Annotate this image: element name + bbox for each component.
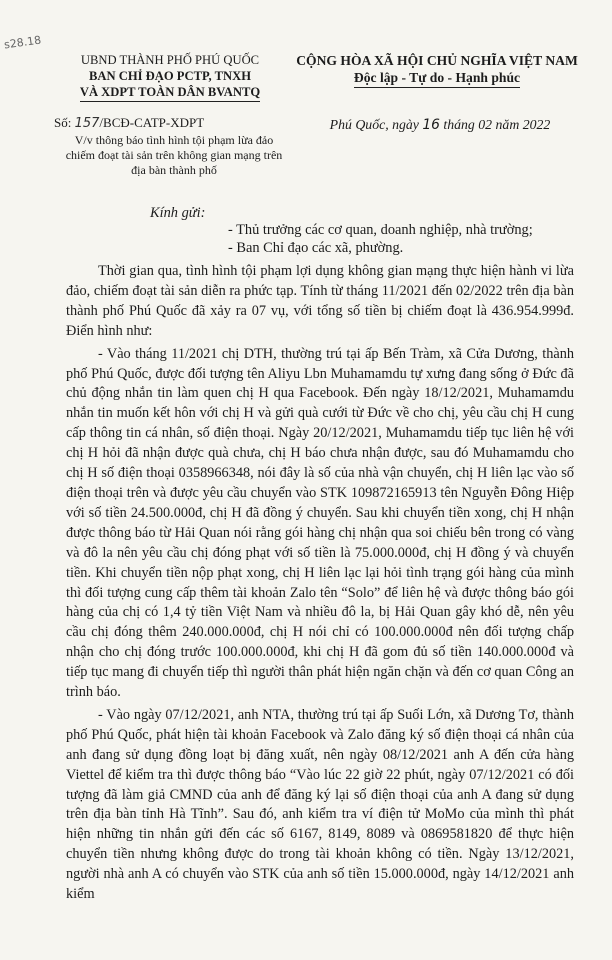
date-suffix: tháng 02 năm 2022 <box>443 117 551 132</box>
recipient-line: - Thủ trưởng các cơ quan, doanh nghiệp, nhà trường; <box>228 222 533 238</box>
recipient-line: - Ban Chỉ đạo các xã, phường. <box>228 240 404 256</box>
body-text <box>66 262 574 905</box>
agency-line-2: BAN CHỈ ĐẠO PCTP, TNXH <box>89 69 251 83</box>
date-day-handwritten: 16 <box>422 117 440 133</box>
issuing-agency-block <box>50 52 290 102</box>
body-paragraph: - Vào tháng 11/2021 chị DTH, thường trú tại ấp Bến Tràm, xã Cửa Dương, thành phố Phú Quốc, được đối tượng tên Aliyu Lbn Muhamamdu tự xưng đang sống ở Đức đã chủ động nhắn tin làm quen chị H qua Facebook. Đến ngày 18/12/2021, Muhamamdu nhắn tin muốn kết hôn với chị H và gửi quà cưới từ Đức về cho chị, yêu cầu chị H cung cấp thông tin cá nhân, số điện thoại. Ngày 20/12/2021, Muhamamdu tiếp tục liên hệ với chị H hỏi đã nhận được quà chưa, chị H báo chưa nhận được, sau đó Muhamamdu cho chị H số điện thoại 0358966348, nói đây là số của nhà vận chuyển, chị H liên lạc vào số điện thoại trên và được yêu cầu chuyển vào STK 109872165913 tên Nguyễn Đông Hiệp với số tiền 24.500.000đ, chị H đã đồng ý chuyển. Sau khi chuyển tiền xong, chị H nhận được thông báo từ Hải Quan nói rằng gói hàng chị nhận qua soi chiếu bên trong có vàng và đô la nên yêu cầu chị đóng phạt với số tiền là 75.000.000đ, chị H đồng ý và chuyển tiền. Khi chuyển tiền nộp phạt xong, chị H liên lạc lại hỏi tình trạng gói hàng của mình thì đối tượng cung cấp thêm tài khoản Zalo tên “Solo” để liên hệ và được thông báo gói hàng của chị có 1,4 tỷ tiền Việt Nam và nhiều đô la, bị Hải Quan gây khó dễ, nên yêu cầu chị đóng thêm 240.000.000đ, chị H nói chỉ có 100.000.000đ nên đối tượng chấp nhận cho chị đóng trước 100.000.000đ, khi chị H đã gom đủ số tiền 140.000.000đ và tiếp tục mang đi chuyển tiếp thì người thân phát hiện ngăn chặn và đến cơ quan Công an trình báo. <box>66 345 574 701</box>
body-paragraph: Thời gian qua, tình hình tội phạm lợi dụng không gian mạng thực hiện hành vi lừa đảo, chiếm đoạt tài sản diễn ra phức tạp. Tính từ tháng 11/2021 đến 02/2022 trên địa bàn thành phố Phú Quốc đã xảy ra 07 vụ, với tổng số tiền bị chiếm đoạt là 436.954.999đ. Điển hình như: <box>66 263 574 339</box>
national-motto: Độc lập - Tự do - Hạnh phúc <box>354 69 520 88</box>
handwritten-note: s28.18 <box>3 33 42 52</box>
date-line <box>290 117 590 133</box>
docno-suffix: /BCĐ-CATP-XDPT <box>99 115 205 130</box>
docno-handwritten: 157 <box>74 116 100 131</box>
document-subject: V/v thông báo tình hình tội phạm lừa đảo chiếm đoạt tài sản trên không gian mạng trên địa bàn thành phố <box>65 133 283 177</box>
docno-prefix: Số: <box>54 115 72 130</box>
national-header <box>292 52 582 88</box>
salutation: Kính gửi: <box>150 205 206 221</box>
agency-line-3: VÀ XDPT TOÀN DÂN BVANTQ <box>80 84 260 102</box>
date-prefix: Phú Quốc, ngày <box>329 117 419 132</box>
nation-title: CỘNG HÒA XÃ HỘI CHỦ NGHĨA VIỆT NAM <box>296 53 578 68</box>
body-paragraph: - Vào ngày 07/12/2021, anh NTA, thường trú tại ấp Suối Lớn, xã Dương Tơ, thành phố Phú Quốc, phát hiện tài khoản Facebook và Zalo đăng ký số điện thoại cá nhân của anh đang sử dụng đồng loạt bị đăng xuất, nên ngày 08/12/2021 anh A đến cửa hàng Viettel để kiểm tra thì được thông báo “Vào lúc 22 giờ 22 phút, ngày 07/12/2021 có đối tượng đã làm giả CMND của anh để đăng ký lại số điện thoại của anh A đang sử dụng trên địa bàn tỉnh Hà Tĩnh”. Sau đó, anh kiểm tra ví điện tử MoMo của mình thì phát hiện những tin nhắn gửi đến các số 6167, 8149, 8089 và 0869581820 để thực hiện chuyển tiền nhưng không được do trong tài khoản không có tiền. Ngày 13/12/2021, người nhà anh A có chuyển vào STK của anh số tiền 15.000.000đ, ngày 14/12/2021 anh kiểm <box>66 706 574 903</box>
document-number <box>54 115 204 131</box>
agency-line-1: UBND THÀNH PHỐ PHÚ QUỐC <box>80 53 260 67</box>
